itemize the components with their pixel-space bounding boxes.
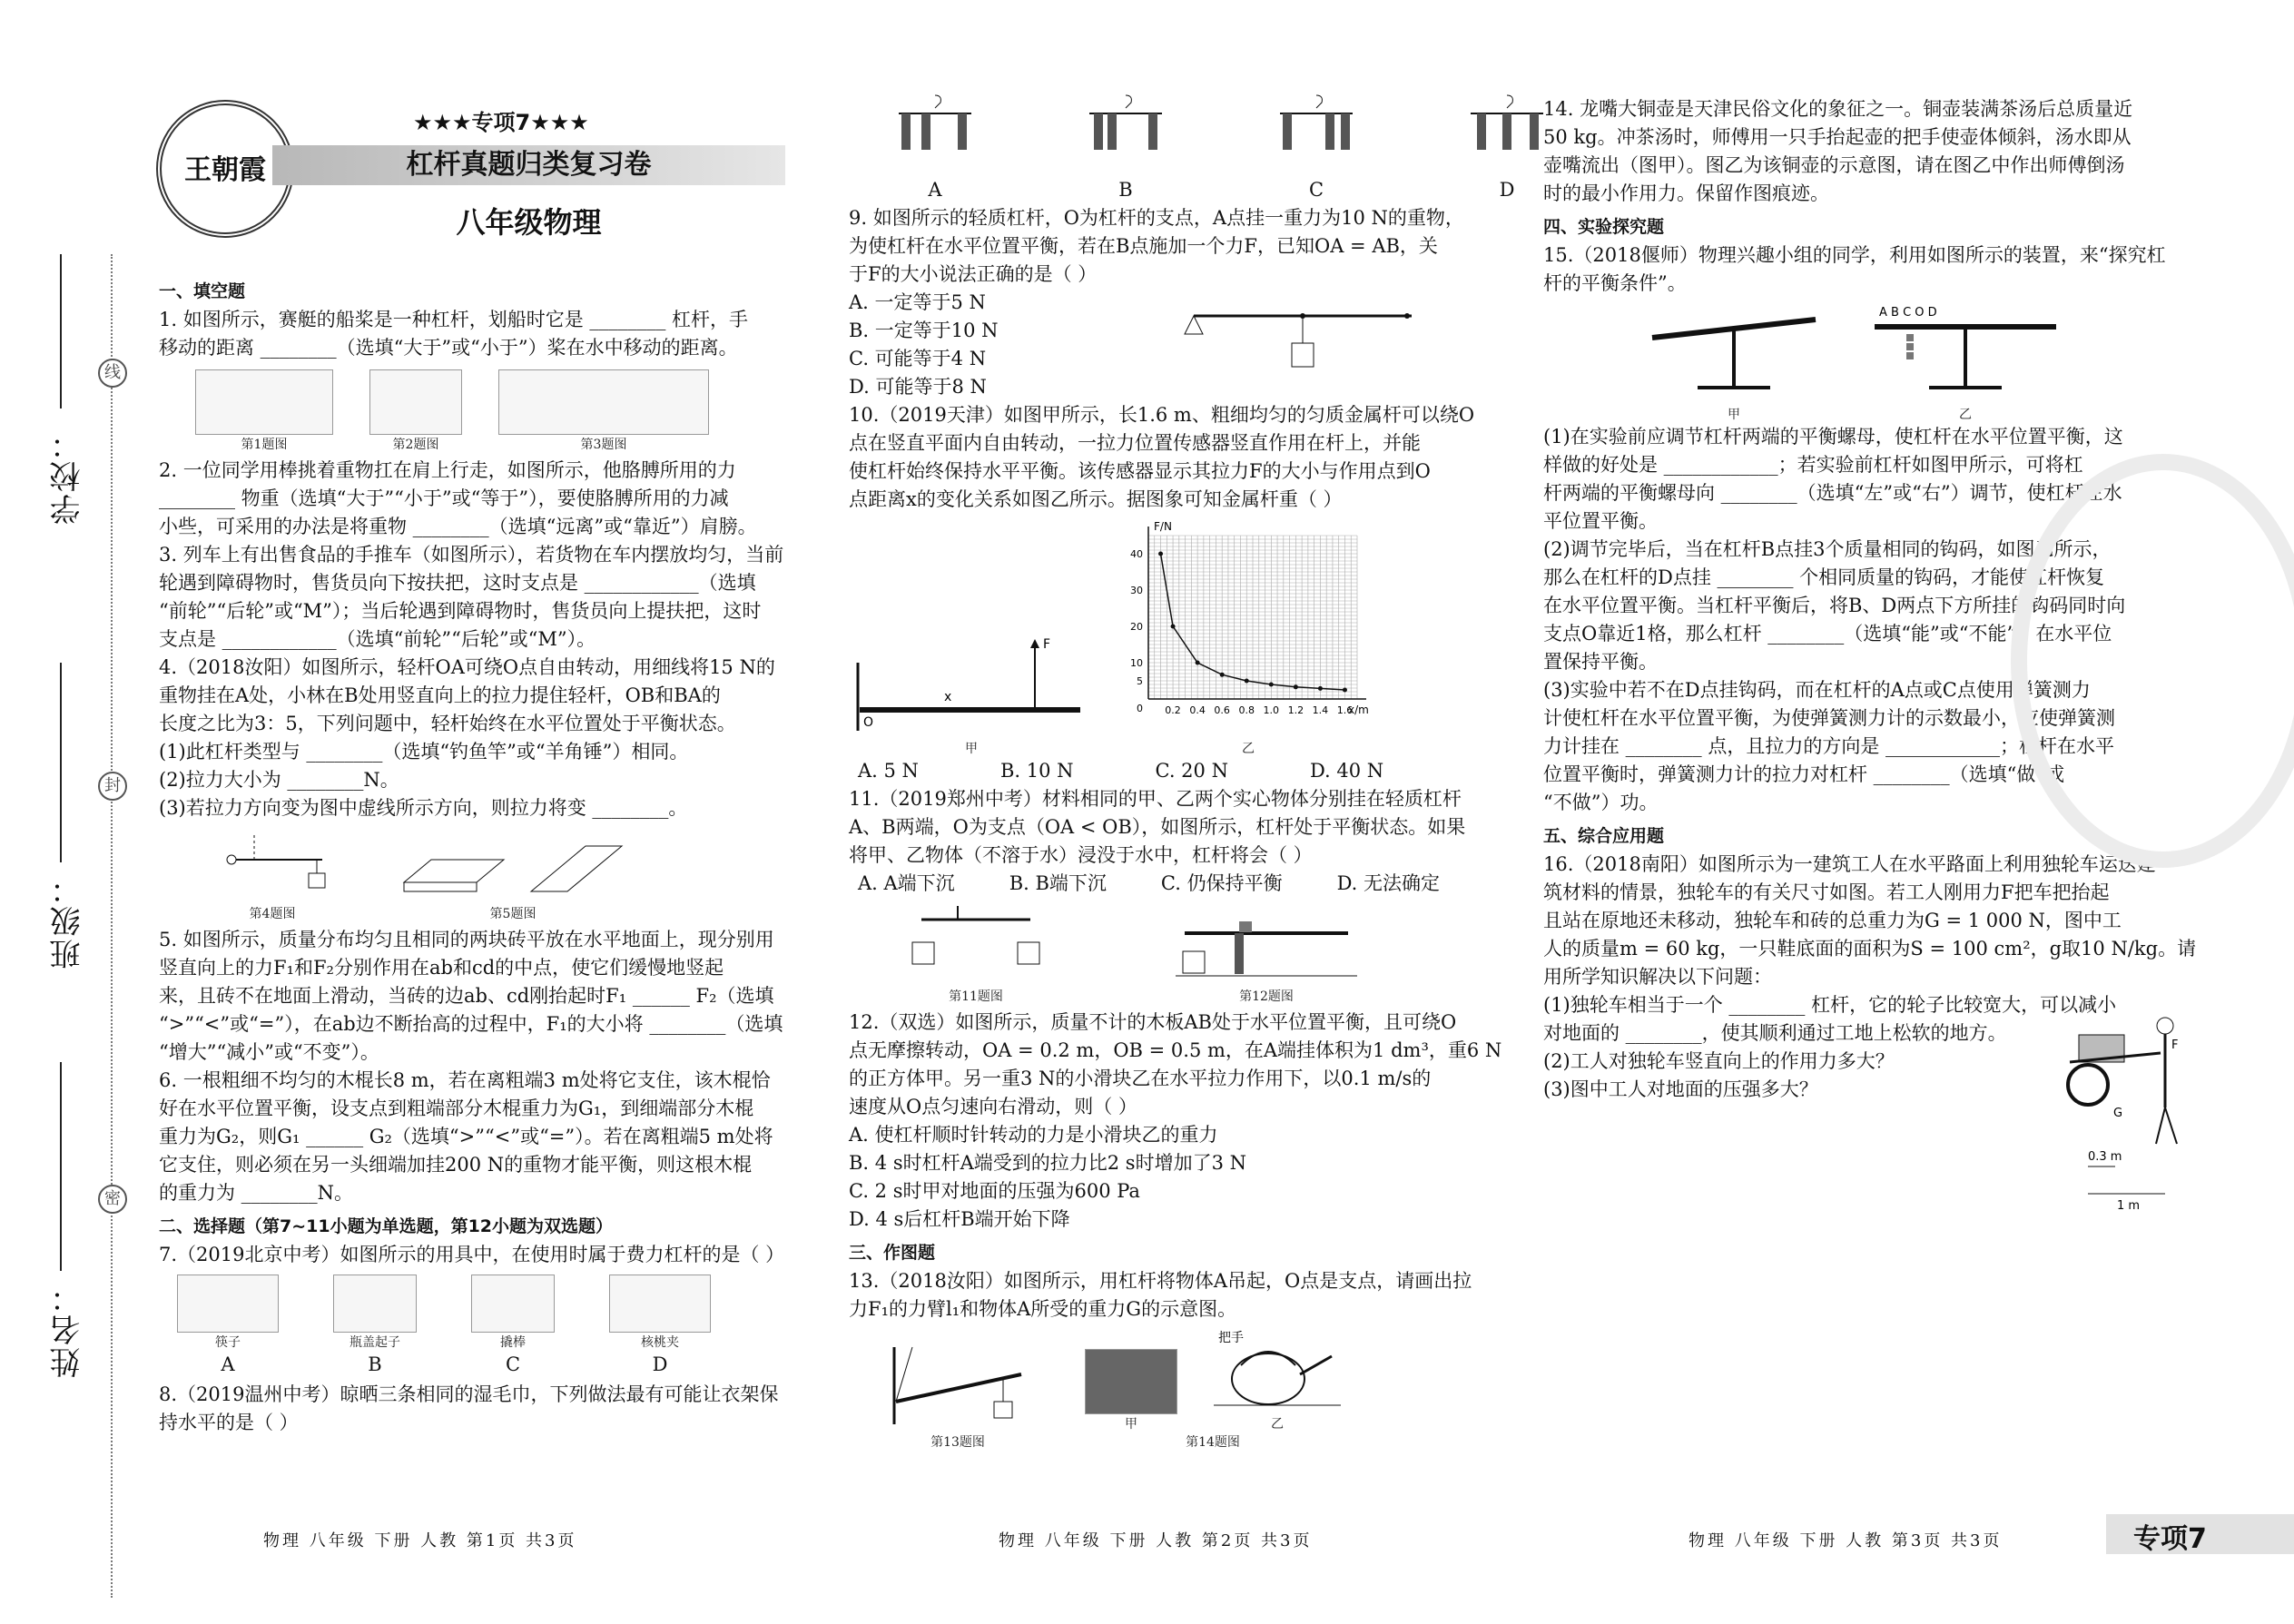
- metal-rod-diagram: [849, 626, 1094, 735]
- q10-option-a[interactable]: A. 5 N: [858, 760, 919, 782]
- q4-line-3: 长度之比为3：5，下列问题中，轻杆始终在水平位置处于平衡状态。: [159, 713, 736, 734]
- q9-line-3: 于F的大小说法正确的是（ ）: [849, 263, 1098, 285]
- figure-1: [195, 369, 333, 453]
- pivot-label: O: [863, 715, 874, 730]
- figure-14-yi-label: 乙: [1271, 1417, 1284, 1432]
- binding-line: [111, 254, 113, 1598]
- q12-option-d[interactable]: D. 4 s后杠杆B端开始下降: [849, 1208, 1070, 1230]
- q16-dim-long: 1 m: [2117, 1199, 2141, 1213]
- section-application: 五、综合应用题: [1543, 826, 1665, 846]
- figure-13-caption: 第13题图: [930, 1435, 985, 1450]
- lever-point-labels: A B C O D: [1879, 306, 1937, 320]
- q16-dim-short: 0.3 m: [2088, 1150, 2122, 1164]
- q8-options: [894, 91, 1515, 204]
- q15-body-6: 那么在杠杆的D点挂 ________ 个相同质量的钩码，才能使杠杆恢复: [1543, 566, 2105, 588]
- q9-lever-diagram: [1176, 289, 1430, 389]
- q8-option-b-letter: B: [1118, 179, 1133, 201]
- figure-14-images: [1085, 1329, 1341, 1432]
- q7-option-b-letter: B: [368, 1353, 382, 1375]
- rowing-image: [195, 369, 333, 435]
- q10-option-b[interactable]: B. 10 N: [999, 760, 1074, 782]
- y-tick-label: 20: [1130, 621, 1143, 633]
- q15-body-4: 平位置平衡。: [1543, 510, 1658, 532]
- q14-line-3: 壶嘴流出（图甲）。图乙为该铜壶的示意图，请在图乙中作出师傅倒汤: [1543, 154, 2125, 176]
- figure-14-jia-label: 甲: [1125, 1417, 1137, 1432]
- class-label: 班级：: [50, 871, 86, 969]
- q11-option-c[interactable]: C. 仍保持平衡: [1160, 872, 1283, 894]
- q7-options: [177, 1275, 817, 1379]
- figure-3: [498, 369, 709, 453]
- q15-body-12: 力计挂在 ________ 点，且拉力的方向是 ____________；杠杆在水平: [1543, 735, 2115, 757]
- q5-line-5: “增大”“减小”或“不变”）。: [159, 1041, 379, 1063]
- q16-line-5: 用所学知识解决以下问题：: [1543, 966, 1772, 988]
- data-point: [1269, 683, 1274, 687]
- school-field[interactable]: [60, 254, 62, 408]
- q8-option-c-letter: C: [1308, 179, 1324, 201]
- q15-body-11: 计使杠杆在水平位置平衡，为使弹簧测力计的示数最小，应使弹簧测: [1543, 707, 2115, 729]
- seal-mark-line: 线: [98, 359, 127, 388]
- q6-line-5: 的重力为 ________N。: [159, 1182, 354, 1204]
- q16-gravity-label: G: [2113, 1107, 2123, 1120]
- y-tick-label: 5: [1137, 675, 1143, 687]
- q1-line-1: 1. 如图所示，赛艇的船桨是一种杠杆，划船时它是 ________ 杠杆，手: [159, 309, 749, 330]
- y-tick-label: 30: [1130, 585, 1143, 596]
- q13-line-2: 力F₁的力臂l₁和物体A所受的重力G的示意图。: [849, 1298, 1237, 1320]
- q16-line-8: (2)工人对独轮车竖直向上的作用力多大？: [1543, 1050, 1895, 1072]
- data-point: [1245, 679, 1249, 684]
- q7-option-d-label: 核桃夹: [641, 1335, 679, 1350]
- x-tick-label: 0.8: [1238, 704, 1255, 716]
- q8-line-2: 持水平的是（ ）: [159, 1412, 299, 1433]
- q10-option-d[interactable]: D. 40 N: [1309, 760, 1384, 782]
- figure-12: [1176, 901, 1357, 1005]
- footer-page-3: 物理 八年级 下册 人教 第3页 共3页: [1689, 1531, 2003, 1550]
- x-tick-label: 0.6: [1214, 704, 1230, 716]
- balance-lever-tilted: [1643, 301, 1825, 401]
- q15-figure-jia: [1643, 301, 1825, 423]
- q15-body-5: (2)调节完毕后，当在杠杆B点挂3个质量相同的钩码，如图乙所示，: [1543, 538, 2112, 560]
- q7-option-a-letter: A: [221, 1353, 235, 1375]
- q11-option-b[interactable]: B. B端下沉: [1009, 872, 1107, 894]
- q12-line-1: 12.（双选）如图所示，质量不计的木板AB处于水平位置平衡，且可绕O: [849, 1011, 1457, 1033]
- q6-line-2: 好在水平位置平衡，设支点到粗端部分木棍重力为G₁，到细端部分木棍: [159, 1097, 754, 1119]
- binding-strip: [0, 0, 159, 1624]
- x-tick-label: 0.4: [1189, 704, 1206, 716]
- balance-lever-level: [1870, 301, 2061, 401]
- q2-line-3: 小些，可采用的办法是将重物 ________（选填“远离”或“靠近”）肩膀。: [159, 516, 757, 537]
- figure-1-caption: 第1题图: [241, 438, 288, 452]
- bottle-opener-image: [333, 1275, 417, 1333]
- hanger-c: [1275, 91, 1357, 172]
- y-axis-label: F/N: [1154, 520, 1172, 533]
- q15-body-10: (3)实验中若不在D点挂钩码，而在杠杆的A点或C点使用弹簧测力: [1543, 679, 2091, 701]
- name-label: 姓名：: [50, 1280, 86, 1378]
- figure-2-caption: 第2题图: [392, 438, 439, 452]
- hanger-a: [894, 91, 976, 172]
- section-choice: 二、选择题（第7~11小题为单选题，第12小题为双选题）: [159, 1216, 614, 1236]
- topic-tag: 专项7: [2133, 1523, 2207, 1555]
- q14-line-4: 时的最小作用力。保留作图痕迹。: [1543, 182, 1829, 204]
- q3-line-1: 3. 列车上有出售食品的手推车（如图所示），若货物在车内摆放均匀，当前: [159, 544, 784, 566]
- q2-line-1: 2. 一位同学用棒挑着重物扛在肩上行走，如图所示，他胳膊所用的力: [159, 459, 736, 481]
- q7-option-a[interactable]: [177, 1275, 279, 1379]
- q10-line-4: 点距离x的变化关系如图乙所示。据图象可知金属杆重（ ）: [849, 488, 1343, 510]
- y-tick-label: 10: [1130, 657, 1143, 669]
- q5-line-3: 来，且砖不在地面上滑动，当砖的边ab、cd刚抬起时F₁ ______ F₂（选填: [159, 985, 774, 1007]
- q8-line-1: 8.（2019温州中考）晾晒三条相同的湿毛巾，下列做法最有可能让衣架保: [159, 1383, 779, 1405]
- q13-line-1: 13.（2018汝阳）如图所示，用杠杆将物体A吊起，O点是支点，请画出拉: [849, 1270, 1472, 1292]
- q9-option-b[interactable]: B. 一定等于10 N: [849, 320, 999, 341]
- figure-12-caption: 第12题图: [1239, 989, 1294, 1004]
- q12-line-3: 的正方体甲。另一重3 N的小滑块乙在水平拉力作用下，以0.1 m/s的: [849, 1068, 1432, 1089]
- q16-line-3: 且站在原地还未移动，独轮车和砖的总重力为G = 1 000 N，图中工: [1543, 910, 2122, 931]
- force-distance-chart: [1112, 517, 1384, 735]
- q12-lever-diagram: [1176, 901, 1357, 983]
- figure-2: [369, 369, 462, 453]
- q11-options: [858, 870, 1507, 898]
- q7-option-b[interactable]: [333, 1275, 417, 1379]
- q16-line-7: 对地面的 ________，使其顺利通过工地上松软的地方。: [1543, 1022, 2007, 1044]
- school-label: 学校：: [50, 427, 86, 525]
- q15-jia-caption: 甲: [1728, 408, 1740, 422]
- q8-option-d[interactable]: [1466, 91, 1548, 204]
- q13-lever-diagram: [885, 1338, 1030, 1429]
- q7-option-d[interactable]: [609, 1275, 711, 1379]
- lever-oa-diagram: [213, 828, 331, 901]
- q4-line-2: 重物挂在A处，小林在B处用竖直向上的拉力提住轻杆，OB和BA的: [159, 684, 721, 706]
- q12-option-a[interactable]: A. 使杠杆顺时针转动的力是小滑块乙的重力: [849, 1124, 1218, 1146]
- hanger-d: [1466, 91, 1548, 172]
- q8-option-b[interactable]: [1085, 91, 1167, 204]
- data-point: [1318, 686, 1323, 691]
- q6-line-4: 它支住，则必须在另一头细端加挂200 N的重物才能平衡，则这根木棍: [159, 1154, 753, 1176]
- q11-option-d[interactable]: D. 无法确定: [1336, 872, 1441, 894]
- topic-label: ★★★专项7★★★: [413, 110, 589, 135]
- footer-page-1: 物理 八年级 下册 人教 第1页 共3页: [263, 1531, 577, 1550]
- q15-line-2: 杆的平衡条件”。: [1543, 272, 1687, 294]
- x-axis-label: x/m: [1348, 704, 1369, 716]
- q9-option-a[interactable]: A. 一定等于5 N: [849, 291, 986, 313]
- q10-line-2: 点在竖直平面内自由转动，一拉力位置传感器竖直作用在杆上，并能: [849, 432, 1421, 454]
- q10-option-c[interactable]: C. 20 N: [1155, 760, 1228, 782]
- data-point: [1343, 688, 1347, 693]
- bricks-diagram: [395, 828, 631, 901]
- q15-body-2: 样做的好处是 ____________；若实验前杠杆如图甲所示，可将杠: [1543, 454, 2083, 476]
- figure-3-caption: 第3题图: [580, 438, 627, 452]
- brand-logo-text: 王朝霞: [184, 154, 266, 186]
- q8-option-d-letter: D: [1499, 179, 1515, 201]
- q10-yi-caption: 乙: [1242, 742, 1255, 756]
- figure-14: [1085, 1329, 1341, 1451]
- data-point: [1294, 684, 1298, 689]
- q9-option-c[interactable]: C. 可能等于4 N: [849, 348, 987, 369]
- q6-line-1: 6. 一根粗细不均匀的木棍长8 m，若在离粗端3 m处将它支住，该木棍恰: [159, 1069, 771, 1091]
- q16-line-9: (3)图中工人对地面的压强多大？: [1543, 1078, 1818, 1100]
- column-1: [159, 272, 817, 1437]
- q10-options: [858, 757, 1507, 785]
- q11-option-a[interactable]: A. A端下沉: [858, 872, 955, 894]
- x-tick-label: 1.4: [1312, 704, 1329, 716]
- q11-line-1: 11.（2019郑州中考）材料相同的甲、乙两个实心物体分别挂在轻质杠杆: [849, 788, 1462, 810]
- x-tick-label: 1.2: [1287, 704, 1305, 716]
- q4-line-4: (1)此杠杆类型与 ________（选填“钓鱼竿”或“羊角锤”）相同。: [159, 741, 689, 763]
- figure-5-caption: 第5题图: [489, 907, 537, 921]
- q10-line-3: 使杠杆始终保持水平平衡。该传感器显示其拉力F的大小与作用点到O: [849, 460, 1431, 482]
- q5-line-2: 竖直向上的力F₁和F₂分别作用在ab和cd的中点，使它们缓慢地竖起: [159, 957, 724, 979]
- q10-line-1: 10.（2019天津）如图甲所示，长1.6 m、粗细均匀的匀质金属杆可以绕O: [849, 404, 1475, 426]
- q2-line-2: ________ 物重（选填“大于”“小于”或“等于”），要使胳膊所用的力减: [159, 487, 729, 509]
- teapot-photo: [1085, 1349, 1177, 1414]
- q9-line-1: 9. 如图所示的轻质杠杆，O为杠杆的支点，A点挂一重力为10 N的重物，: [849, 207, 1464, 229]
- q4-line-1: 4.（2018汝阳）如图所示，轻杆OA可绕O点自由转动，用细线将15 N的: [159, 656, 775, 678]
- q4-line-6: (3)若拉力方向变为图中虚线所示方向，则拉力将变 ________。: [159, 797, 688, 819]
- q3-line-4: 支点是 ____________（选填“前轮”“后轮”或“M”）。: [159, 628, 596, 650]
- q8-option-c[interactable]: [1275, 91, 1357, 204]
- page-title: 杠杆真题归类复习卷: [406, 149, 652, 181]
- q11-line-3: 将甲、乙物体（不溶于水）浸没于水中，杠杆将会（ ）: [849, 844, 1313, 866]
- q9-line-2: 为使杠杆在水平位置平衡，若在B点施加一个力F，已知OA = AB，关: [849, 235, 1438, 257]
- q7-option-c-label: 撬棒: [500, 1335, 526, 1350]
- q15-yi-caption: 乙: [1959, 408, 1972, 422]
- q15-body-8: 支点O靠近1格，那么杠杆 ________（选填“能”或“不能”）在水平位: [1543, 623, 2112, 645]
- cart-image: [498, 369, 709, 435]
- q12-line-4: 速度从O点匀速向右滑动，则（ ）: [849, 1096, 1137, 1117]
- section-drawing: 三、作图题: [849, 1243, 936, 1263]
- q9-options: [849, 289, 1176, 401]
- footer-page-2: 物理 八年级 下册 人教 第2页 共3页: [999, 1531, 1313, 1550]
- data-point: [1171, 625, 1176, 629]
- q15-body-3: 杆两端的平衡螺母向 ________（选填“左”或“右”）调节，使杠杆在水: [1543, 482, 2122, 504]
- data-point: [1158, 552, 1163, 556]
- figure-4-caption: 第4题图: [249, 907, 296, 921]
- q15-body-14: “不做”）功。: [1543, 792, 1659, 813]
- q10-figures: [849, 517, 1507, 757]
- crowbar-image: [471, 1275, 555, 1333]
- figure-5: [395, 828, 631, 922]
- q3-line-2: 轮遇到障碍物时，售货员向下按扶把，这时支点是 ____________（选填: [159, 572, 756, 594]
- q8-option-a-letter: A: [928, 179, 942, 201]
- q15-line-1: 15.（2018偃师）物理兴趣小组的同学，利用如图所示的装置，来“探究杠: [1543, 244, 2166, 266]
- page-subtitle: 八年级物理: [456, 205, 602, 240]
- q4-line-5: (2)拉力大小为 ________N。: [159, 769, 399, 791]
- carrier-image: [369, 369, 462, 435]
- q11-lever-diagram: [903, 901, 1049, 983]
- class-field[interactable]: [60, 663, 62, 862]
- q11-line-2: A、B两端，O为支点（OA < OB），如图所示，杠杆处于平衡状态。如果: [849, 816, 1466, 838]
- section-experiment: 四、实验探究题: [1543, 217, 1665, 237]
- q10-jia-caption: 甲: [965, 742, 978, 756]
- q7-option-a-label: 筷子: [215, 1335, 241, 1350]
- q7-option-d-letter: D: [652, 1353, 668, 1375]
- hanger-b: [1085, 91, 1167, 172]
- data-point: [1220, 673, 1225, 677]
- q7-stem: 7.（2019北京中考）如图所示的用具中，在使用时属于费力杠杆的是（ ）: [159, 1244, 785, 1265]
- q5-line-1: 5. 如图所示，质量分布均匀且相同的两块砖平放在水平地面上，现分别用: [159, 929, 774, 950]
- q16-force-label: F: [2171, 1038, 2179, 1052]
- q6-line-3: 重力为G₂，则G₁ ______ G₂（选填“>”“<”或“=”）。若在离粗端5 m处将: [159, 1126, 773, 1147]
- distance-label: x: [944, 690, 952, 704]
- y-tick-label: 40: [1130, 548, 1143, 560]
- q15-figure-yi: [1870, 301, 2061, 423]
- teapot-diagram: [1214, 1329, 1341, 1411]
- x-tick-label: 0.2: [1165, 704, 1181, 716]
- q16-line-2: 筑材料的情景，独轮车的有关尺寸如图。若工人刚用力F把车把抬起: [1543, 881, 2110, 903]
- q14-line-2: 50 kg。冲茶汤时，师傅用一只手抬起壶的把手使壶体倾斜，汤水即从: [1543, 126, 2132, 148]
- q16-line-4: 人的质量m = 60 kg，一只鞋底面的面积为S = 100 cm²，g取10 N/kg。请: [1543, 938, 2197, 960]
- q7-option-c[interactable]: [471, 1275, 555, 1379]
- chopsticks-image: [177, 1275, 279, 1333]
- figure-11: [903, 901, 1049, 1005]
- q9-option-d[interactable]: D. 可能等于8 N: [849, 376, 987, 398]
- figure-14-caption: 第14题图: [1186, 1435, 1240, 1450]
- x-tick-label: 1.0: [1263, 704, 1280, 716]
- column-2: [849, 91, 1515, 1451]
- q16-line-6: (1)独轮车相当于一个 ________ 杠杆，它的轮子比较宽大，可以减小: [1543, 994, 2117, 1016]
- q9-body: [849, 289, 1507, 401]
- name-field[interactable]: [60, 1062, 62, 1271]
- wheelbarrow-diagram: [2061, 1008, 2188, 1216]
- figure-14-jia: [1085, 1349, 1177, 1432]
- q10-figure-yi: [1112, 517, 1384, 757]
- q5-line-4: “>”“<”或“=”），在ab边不断抬高的过程中，F₁的大小将 ________（选填: [159, 1013, 783, 1035]
- figure-13: [885, 1338, 1030, 1451]
- q15-body-13: 位置平衡时，弹簧测力计的拉力对杠杆 ________（选填“做”或: [1543, 763, 2065, 785]
- q1-line-2: 移动的距离 ________（选填“大于”或“小于”）桨在水中移动的距离。: [159, 337, 738, 359]
- q14-line-1: 14. 龙嘴大铜壶是天津民俗文化的象征之一。铜壶装满茶汤后总质量近: [1543, 98, 2133, 120]
- seal-mark-seal: 封: [98, 772, 127, 801]
- figure-14-yi: [1214, 1329, 1341, 1432]
- q11-12-figures: [903, 901, 1507, 1005]
- q10-figure-jia: [849, 626, 1094, 757]
- seal-mark-secret: 密: [98, 1185, 127, 1214]
- q7-option-b-label: 瓶盖起子: [350, 1335, 400, 1350]
- q4-5-figures: [213, 828, 817, 922]
- q15-body-7: 在水平位置平衡。当杠杆平衡后，将B、D两点下方所挂的钩码同时向: [1543, 595, 2126, 616]
- q8-option-a[interactable]: [894, 91, 976, 204]
- figure-11-caption: 第11题图: [949, 989, 1003, 1004]
- x-tick-label: 1.6: [1336, 704, 1354, 716]
- figure-4: [213, 828, 331, 922]
- q15-figures: [1643, 301, 2224, 423]
- origin-label: 0: [1137, 703, 1143, 714]
- q1-3-figures: [195, 369, 817, 453]
- nutcracker-image: [609, 1275, 711, 1333]
- q3-line-3: “前轮”“后轮”或“M”）；当后轮遇到障碍物时，售货员向上提扶把，这时: [159, 600, 762, 622]
- q12-line-2: 点无摩擦转动，OA = 0.2 m，OB = 0.5 m，在A端挂体积为1 dm³，重6 N: [849, 1039, 1502, 1061]
- section-fill-blank: 一、填空题: [159, 281, 246, 301]
- q12-option-b[interactable]: B. 4 s时杠杆A端受到的拉力比2 s时增加了3 N: [849, 1152, 1246, 1174]
- q13-14-figures: [885, 1329, 1507, 1451]
- q16-line-1: 16.（2018南阳）如图所示为一建筑工人在水平路面上利用独轮车运送建: [1543, 853, 2156, 875]
- handle-label: 把手: [1218, 1331, 1244, 1345]
- q7-option-c-letter: C: [505, 1353, 521, 1375]
- q12-option-c[interactable]: C. 2 s时甲对地面的压强为600 Pa: [849, 1180, 1140, 1202]
- force-label: F: [1043, 637, 1051, 652]
- data-point: [1196, 661, 1200, 665]
- q15-body-1: (1)在实验前应调节杠杆两端的平衡螺母，使杠杆在水平位置平衡，这: [1543, 426, 2123, 448]
- q15-body-9: 置保持平衡。: [1543, 651, 1658, 673]
